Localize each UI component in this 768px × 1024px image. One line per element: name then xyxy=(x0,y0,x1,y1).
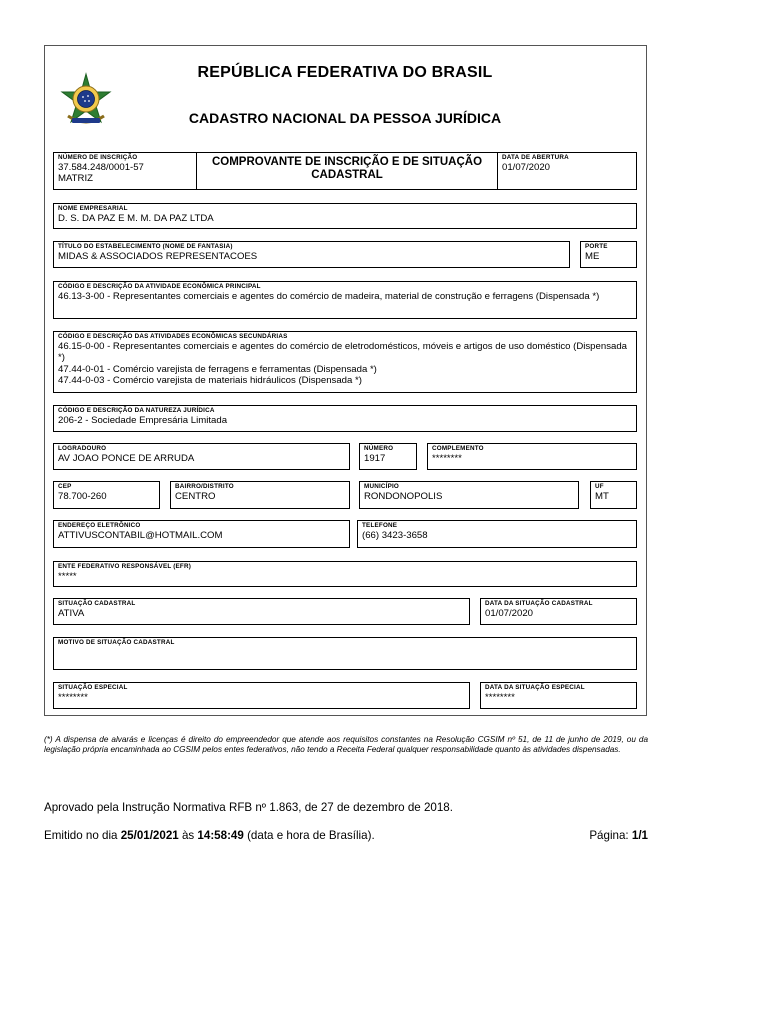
situacao-especial-value: ******** xyxy=(58,692,88,703)
uf-value: MT xyxy=(595,491,609,502)
fantasia-box xyxy=(53,241,570,268)
certificate-title-box xyxy=(196,152,498,190)
field-label: CEP xyxy=(58,483,72,490)
municipio-box xyxy=(359,481,579,509)
telefone-box xyxy=(357,520,637,548)
abertura-box xyxy=(497,152,637,190)
page-label: Página: xyxy=(589,829,632,842)
emission-suffix: (data e hora de Brasília). xyxy=(243,829,375,842)
field-label: UF xyxy=(595,483,604,490)
logradouro-box xyxy=(53,443,350,470)
cnpj-value: 37.584.248/0001-57 xyxy=(58,162,144,173)
emission-time: 14:58:49 xyxy=(197,829,244,842)
data-situacao-especial-value: ******** xyxy=(485,692,515,703)
field-label: DATA DE ABERTURA xyxy=(502,154,569,161)
field-label: NOME EMPRESARIAL xyxy=(58,205,128,212)
field-label: BAIRRO/DISTRITO xyxy=(175,483,234,490)
natureza-juridica-value: 206-2 - Sociedade Empresária Limitada xyxy=(58,415,228,426)
nome-empresarial-value: D. S. DA PAZ E M. M. DA PAZ LTDA xyxy=(58,213,214,224)
emission-line xyxy=(44,829,375,842)
atividade-principal-value: 46.13-3-00 - Representantes comerciais e agentes do comércio de madeira, material de construção e ferragens (Dispensada *) xyxy=(58,291,600,302)
coat-of-arms-icon xyxy=(58,72,114,128)
field-label: MOTIVO DE SITUAÇÃO CADASTRAL xyxy=(58,639,175,646)
field-label: DATA DA SITUAÇÃO CADASTRAL xyxy=(485,600,593,607)
logradouro-value: AV JOAO PONCE DE ARRUDA xyxy=(58,453,195,464)
situacao-value: ATIVA xyxy=(58,608,85,619)
uf-box xyxy=(590,481,637,509)
situacao-especial-box xyxy=(53,682,470,709)
registry-title: CADASTRO NACIONAL DA PESSOA JURÍDICA xyxy=(188,110,502,126)
field-label: ENTE FEDERATIVO RESPONSÁVEL (EFR) xyxy=(58,563,192,570)
certificate-title: COMPROVANTE DE INSCRIÇÃO E DE SITUAÇÃO CADASTRAL xyxy=(211,156,483,181)
data-situacao-value: 01/07/2020 xyxy=(485,608,534,619)
field-label: SITUAÇÃO ESPECIAL xyxy=(58,684,128,691)
efr-box xyxy=(53,561,637,587)
field-label: TÍTULO DO ESTABELECIMENTO (NOME DE FANTASIA) xyxy=(58,243,233,250)
abertura-value: 01/07/2020 xyxy=(502,162,551,173)
field-label: NÚMERO xyxy=(364,445,394,452)
matriz-value: MATRIZ xyxy=(58,173,93,184)
country-title: REPÚBLICA FEDERATIVA DO BRASIL xyxy=(197,64,493,81)
porte-box xyxy=(580,241,637,268)
field-label: TELEFONE xyxy=(362,522,398,529)
field-label: CÓDIGO E DESCRIÇÃO DA ATIVIDADE ECONÔMICA PRINCIPAL xyxy=(58,283,261,290)
footnote: (*) A dispensa de alvarás e licenças é direito do empreendedor que atende aos requisitos constantes na Resolução CGSIM nº 51, de 11 de junho de 2019, ou da legislação própria encaminhada ao CGSIM pelos entes federativos, não tendo a Receita Federal qualquer responsabilidade quanto às atividades dispensadas. xyxy=(44,735,648,754)
field-label: MUNICÍPIO xyxy=(364,483,400,490)
bairro-value: CENTRO xyxy=(175,491,216,502)
numero-value: 1917 xyxy=(364,453,386,464)
emission-mid: às xyxy=(178,829,198,842)
porte-value: ME xyxy=(585,251,600,262)
field-label: CÓDIGO E DESCRIÇÃO DA NATUREZA JURÍDICA xyxy=(58,407,215,414)
approval-note: Aprovado pela Instrução Normativa RFB nº 1.863, de 27 de dezembro de 2018. xyxy=(44,801,453,814)
atividade-principal-box xyxy=(53,281,637,319)
email-value: ATTIVUSCONTABIL@HOTMAIL.COM xyxy=(58,530,223,541)
field-label: ENDEREÇO ELETRÔNICO xyxy=(58,522,141,529)
email-box xyxy=(53,520,350,548)
atividade-secundaria-item: 46.15-0-00 - Representantes comerciais e agentes do comércio de eletrodomésticos, móveis e artigos de uso doméstico (Dispensada *) xyxy=(58,341,627,363)
cep-value: 78.700-260 xyxy=(58,491,107,502)
cep-box xyxy=(53,481,160,509)
nome-empresarial-box xyxy=(53,203,637,229)
situacao-box xyxy=(53,598,470,625)
atividades-secundarias-box xyxy=(53,331,637,393)
complemento-box xyxy=(427,443,637,470)
field-label: NÚMERO DE INSCRIÇÃO xyxy=(58,154,138,161)
fantasia-value: MIDAS & ASSOCIADOS REPRESENTACOES xyxy=(58,251,258,262)
page-value: 1/1 xyxy=(631,829,648,842)
field-label: DATA DA SITUAÇÃO ESPECIAL xyxy=(485,684,585,691)
data-situacao-box xyxy=(480,598,637,625)
municipio-value: RONDONOPOLIS xyxy=(364,491,443,502)
emission-date: 25/01/2021 xyxy=(120,829,179,842)
emission-prefix: Emitido no dia xyxy=(44,829,121,842)
numero-box xyxy=(359,443,417,470)
natureza-juridica-box xyxy=(53,405,637,432)
motivo-box xyxy=(53,637,637,670)
field-label: SITUAÇÃO CADASTRAL xyxy=(58,600,136,607)
efr-value: ***** xyxy=(58,571,77,582)
page-indicator xyxy=(589,829,648,842)
field-label: LOGRADOURO xyxy=(58,445,107,452)
field-label: PORTE xyxy=(585,243,608,250)
field-label: CÓDIGO E DESCRIÇÃO DAS ATIVIDADES ECONÔMICAS SECUNDÁRIAS xyxy=(58,333,288,340)
atividade-secundaria-item: 47.44-0-01 - Comércio varejista de ferragens e ferramentas (Dispensada *) xyxy=(58,364,377,375)
inscricao-box xyxy=(53,152,197,190)
data-situacao-especial-box xyxy=(480,682,637,709)
complemento-value: ******** xyxy=(432,453,462,464)
telefone-value: (66) 3423-3658 xyxy=(362,530,428,541)
field-label: COMPLEMENTO xyxy=(432,445,484,452)
bairro-box xyxy=(170,481,350,509)
atividade-secundaria-item: 47.44-0-03 - Comércio varejista de materiais hidráulicos (Dispensada *) xyxy=(58,375,362,386)
